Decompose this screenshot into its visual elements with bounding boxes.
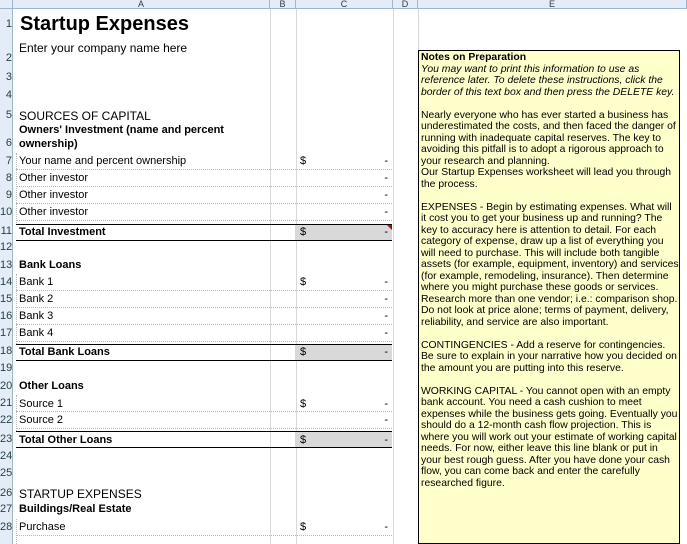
table-row[interactable] <box>16 325 392 342</box>
investor-cell[interactable]: Other investor <box>19 206 89 218</box>
amount-value: - <box>384 293 388 305</box>
amount-value: - <box>384 155 388 167</box>
row-number[interactable]: 1 <box>5 18 12 30</box>
currency-symbol: $ <box>300 276 307 288</box>
owner-name-cell[interactable]: Your name and percent ownership <box>19 155 187 167</box>
table-row[interactable] <box>16 519 392 536</box>
investor-cell[interactable]: Other investor <box>19 189 89 201</box>
source-cell[interactable]: Source 2 <box>19 414 64 426</box>
row-number[interactable]: 27 <box>0 503 13 515</box>
row-number[interactable]: 26 <box>0 487 13 499</box>
source-cell[interactable]: Source 1 <box>19 398 64 410</box>
column-header-c[interactable]: C <box>296 0 393 9</box>
row-number[interactable]: 7 <box>5 155 12 167</box>
corner-cell[interactable] <box>0 0 13 9</box>
amount-value: - <box>384 434 388 446</box>
amount-value: - <box>384 226 388 238</box>
owners-heading[interactable]: Owners' Investment (name and percent <box>19 124 224 136</box>
currency-symbol: $ <box>300 155 307 167</box>
currency-symbol: $ <box>300 398 307 410</box>
row-number[interactable]: 8 <box>5 172 12 184</box>
row-number[interactable]: 28 <box>0 521 13 533</box>
total-investment-label[interactable]: Total Investment <box>19 226 106 238</box>
amount-value: - <box>384 172 388 184</box>
other-loans-heading[interactable]: Other Loans <box>19 380 84 392</box>
total-shade <box>295 345 392 360</box>
startup-expenses-heading[interactable]: STARTUP EXPENSES <box>19 487 142 501</box>
notes-text-box[interactable] <box>418 50 680 544</box>
bank-cell[interactable]: Bank 4 <box>19 327 54 339</box>
owners-heading-cont: ownership) <box>19 138 78 150</box>
bank-cell[interactable]: Bank 3 <box>19 310 54 322</box>
column-header-b[interactable]: B <box>270 0 296 9</box>
bank-cell[interactable]: Bank 2 <box>19 293 54 305</box>
amount-value: - <box>384 310 388 322</box>
amount-value: - <box>384 189 388 201</box>
total-shade <box>295 432 392 447</box>
notes-paragraph: Nearly everyone who has ever started a business has underestimated the costs, and then faced the danger of running with inadequate capital reserves. The key to avoiding this pitfall is to adopt a rigorous approach to your research and planning. <box>421 109 676 167</box>
investor-cell[interactable]: Other investor <box>19 172 89 184</box>
table-row[interactable] <box>16 412 392 429</box>
column-header-a[interactable]: A <box>13 0 270 9</box>
row-number[interactable]: 14 <box>0 276 13 288</box>
row-number[interactable]: 19 <box>0 362 13 374</box>
column-header-e[interactable]: E <box>418 0 687 9</box>
amount-value: - <box>384 206 388 218</box>
table-row[interactable] <box>16 274 392 291</box>
row-number[interactable]: 3 <box>5 71 12 83</box>
gridline <box>393 9 394 544</box>
row-number[interactable]: 20 <box>0 380 13 392</box>
table-row[interactable] <box>16 395 392 412</box>
amount-value: - <box>384 276 388 288</box>
table-row[interactable] <box>16 291 392 308</box>
column-header-d[interactable]: D <box>393 0 418 9</box>
row-number[interactable]: 13 <box>0 259 13 271</box>
notes-paragraph: CONTINGENCIES - Add a reserve for contingencies. Be sure to explain in your narrative how you decided on the amount you are putting into this reserve. <box>421 339 677 374</box>
sources-heading[interactable]: SOURCES OF CAPITAL <box>19 109 151 123</box>
notes-paragraph: EXPENSES - Begin by estimating expenses. What will it cost you to get your business up and running? The key to accuracy here is attention to detail. For each category of expense, draw up a list of everything you will need to purchase. This will include both tangible assets (for example, equipment, inventory) and services (for example, remodeling, insurance). Then determine where you might purchase these goods or services. Research more than one vendor; i.e.: comparison shop. Do not look at price alone; terms of payment, delivery, reliability, and service are also important. <box>421 201 679 328</box>
company-name-cell[interactable]: Enter your company name here <box>19 41 188 55</box>
currency-symbol: $ <box>300 434 307 446</box>
row-number[interactable]: 6 <box>5 137 12 149</box>
row-number[interactable]: 11 <box>0 225 12 237</box>
row-number[interactable]: 5 <box>5 109 12 121</box>
row-number[interactable]: 12 <box>0 241 13 253</box>
row-number[interactable]: 21 <box>0 397 13 409</box>
row-number[interactable]: 10 <box>0 206 13 218</box>
currency-symbol: $ <box>300 521 307 533</box>
bank-cell[interactable]: Bank 1 <box>19 276 54 288</box>
bank-loans-heading[interactable]: Bank Loans <box>19 259 82 271</box>
total-bank-label[interactable]: Total Bank Loans <box>19 346 110 358</box>
notes-paragraph: Our Startup Expenses worksheet will lead you through the process. <box>421 167 672 190</box>
buildings-heading[interactable]: Buildings/Real Estate <box>19 503 132 515</box>
currency-symbol: $ <box>300 226 307 238</box>
amount-value: - <box>384 327 388 339</box>
amount-value: - <box>384 398 388 410</box>
row-number[interactable]: 18 <box>0 345 13 357</box>
notes-intro: You may want to print this information to use as reference later. To delete these instructions, click the border of this text box and then press the DELETE key. <box>421 63 675 98</box>
notes-title: Notes on Preparation <box>421 52 527 63</box>
row-number[interactable]: 16 <box>0 310 13 322</box>
total-shade <box>295 225 392 240</box>
amount-value: - <box>384 414 388 426</box>
row-number[interactable]: 15 <box>0 293 13 305</box>
sheet-title[interactable]: Startup Expenses <box>20 13 189 35</box>
purchase-cell[interactable]: Purchase <box>19 521 66 533</box>
row-number[interactable]: 9 <box>5 189 12 201</box>
row-number[interactable]: 17 <box>0 327 13 339</box>
row-number[interactable]: 25 <box>0 467 13 479</box>
table-row[interactable] <box>16 308 392 325</box>
amount-value: - <box>384 346 388 358</box>
total-other-label[interactable]: Total Other Loans <box>19 434 113 446</box>
notes-paragraph: WORKING CAPITAL - You cannot open with an empty bank account. You need a cash cushion to meet expenses while the business gets going. Eventually you should do a 12-month cash flow projection. This is where you will work out your estimate of working capital needs. For now, either leave this line blank or put in your best rough guess. After you have done your cash flow, you can come back and enter the carefully researched figure. <box>421 385 678 489</box>
currency-symbol: $ <box>300 346 307 358</box>
amount-value: - <box>384 521 388 533</box>
row-number[interactable]: 24 <box>0 450 13 462</box>
row-number[interactable]: 23 <box>0 433 13 445</box>
row-number[interactable]: 4 <box>5 89 12 101</box>
row-number[interactable]: 2 <box>5 52 12 64</box>
row-number[interactable]: 22 <box>0 414 13 426</box>
